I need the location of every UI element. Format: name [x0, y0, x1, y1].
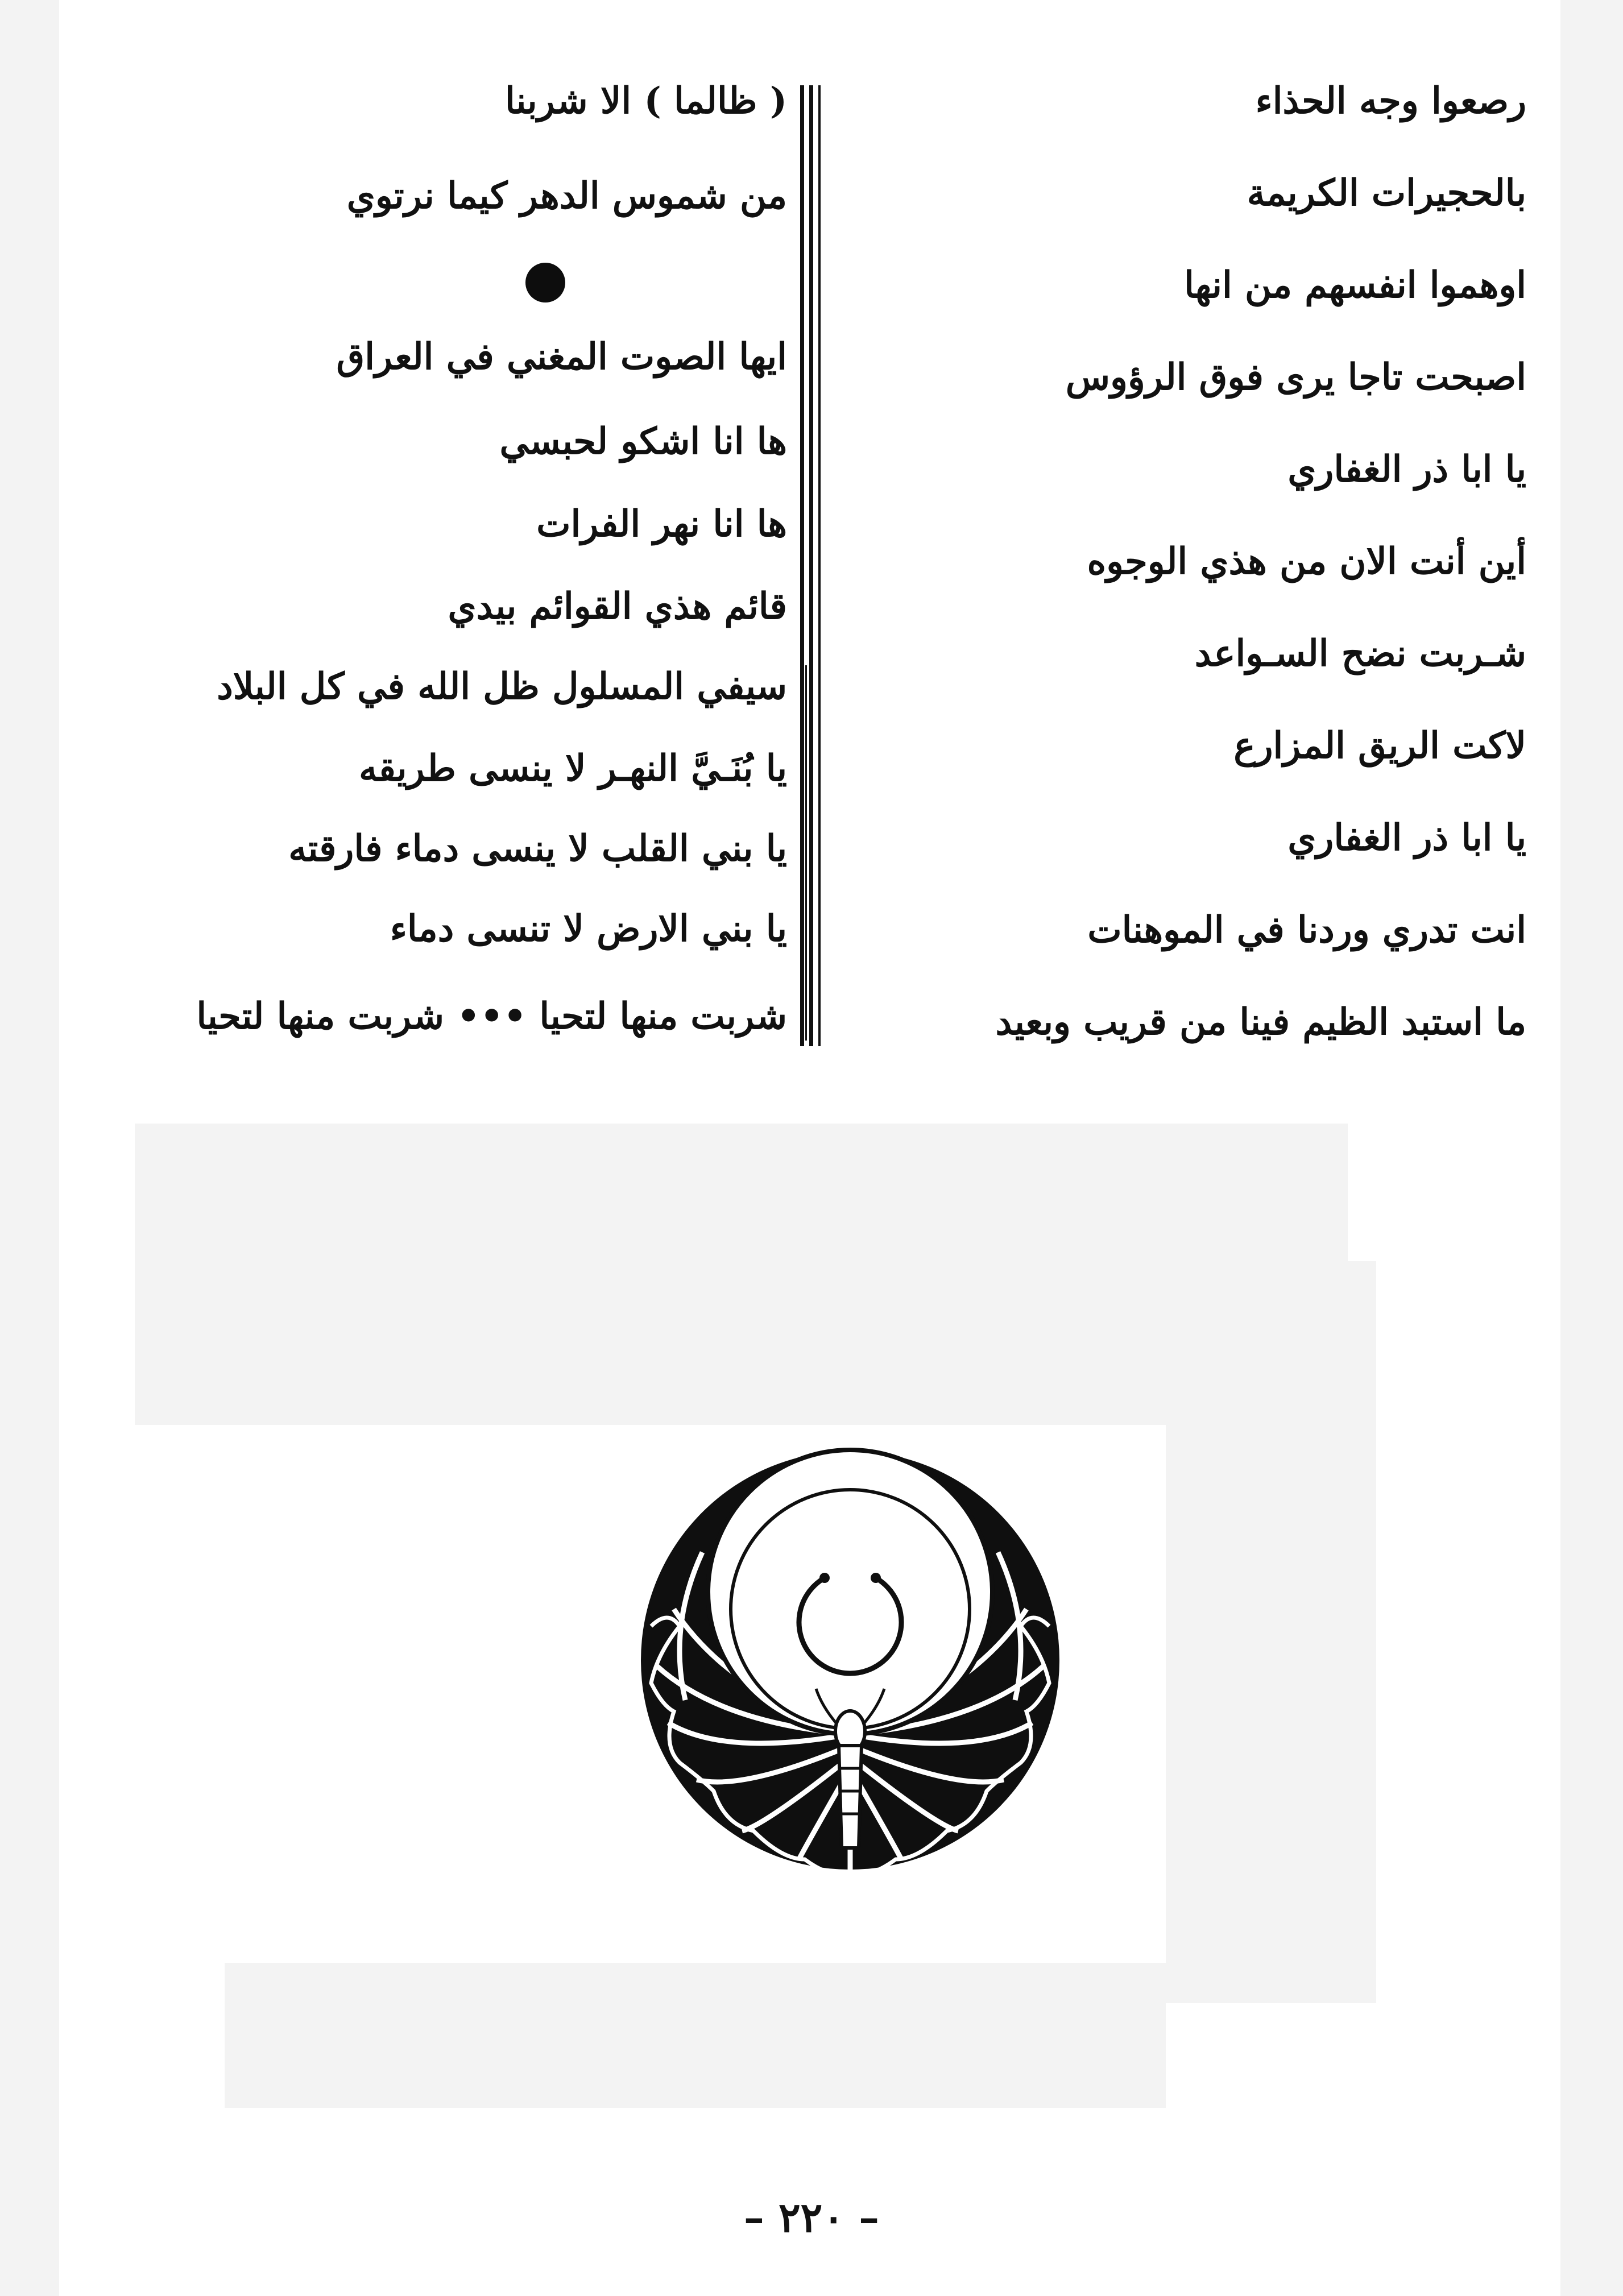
decorative-ornament-icon	[634, 1439, 1066, 1882]
verse-line: رصعوا وجه الحذاء	[1255, 80, 1526, 122]
verse-line: بالحجيرات الكريمة	[1247, 172, 1526, 214]
verse-line: ايها الصوت المغني في العراق	[336, 335, 787, 378]
verse-line: ما استبد الظيم فينا من قريب وبعيد	[995, 1001, 1526, 1043]
verse-line: لاكت الريق المزارع	[1233, 724, 1526, 767]
column-divider	[805, 665, 807, 1041]
verse-line: يا ابا ذر الغفاري	[1287, 817, 1526, 859]
verse-line: يا بني الارض لا تنسى دماء	[390, 907, 787, 950]
verse-line: قائم هذي القوائم بيدي	[448, 585, 787, 628]
page-number: – ٢٢٠ –	[743, 2193, 880, 2241]
section-bullet	[525, 263, 565, 302]
verse-line: ها انا نهر الفرات	[536, 503, 787, 545]
verse-line: شـربت نضح السـواعد	[1194, 632, 1526, 675]
verse-line: أين أنت الان من هذي الوجوه	[1087, 540, 1526, 583]
verse-line: سيفي المسلول ظل الله في كل البلاد	[217, 665, 787, 708]
verse-line: ها انا اشكو لحبسي	[499, 420, 787, 463]
verse-line: انت تدري وردنا في الموهنات	[1087, 909, 1526, 951]
scan-patch	[225, 1963, 1166, 2108]
column-divider	[800, 85, 804, 1046]
verse-line: شربت منها لتحيا ••• شربت منها لتحيا	[196, 995, 787, 1038]
verse-line: يا ابا ذر الغفاري	[1287, 448, 1526, 491]
verse-line: يا بني القلب لا ينسى دماء فارقته	[288, 827, 787, 870]
column-divider	[809, 85, 813, 1046]
verse-line: من شموس الدهر كيما نرتوي	[346, 175, 787, 217]
scan-patch	[1166, 1261, 1376, 2003]
column-divider	[818, 85, 821, 1046]
verse-line: يا بُنَـيَّ النهـر لا ينسى طريقه	[359, 747, 787, 790]
verse-line: ( ظالما ) الا شربنا	[505, 80, 787, 122]
verse-line: اصبحت تاجا يرى فوق الرؤوس	[1065, 356, 1526, 399]
verse-line: اوهموا انفسهم من انها	[1184, 264, 1526, 306]
